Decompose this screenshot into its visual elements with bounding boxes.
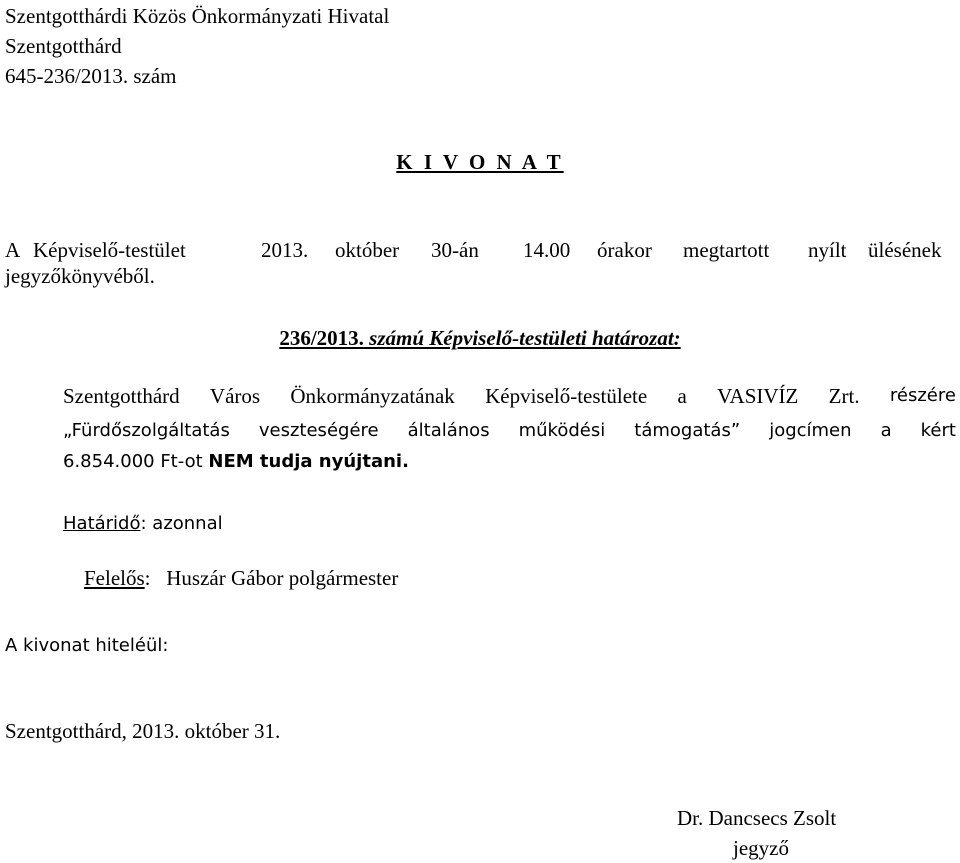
body-word: jogcímen [769,420,852,441]
office-name: Szentgotthárdi Közös Önkormányzati Hivatal [5,4,390,28]
intro-paragraph [5,238,960,290]
body-word: működési [518,420,606,441]
intro-word: 30-án [431,238,479,262]
decision-label: számú Képviselő-testületi határozat: [363,326,681,350]
body-word: Önkormányzatának [290,384,455,408]
body-word: Város [209,384,261,408]
body-word: Szentgotthárd [63,384,180,408]
responsible-value: : Huszár Gábor polgármester [144,566,399,590]
responsible-label: Felelős [84,566,145,590]
intro-word: Képviselő-testület [33,238,186,262]
decision-number: 236/2013. [279,326,364,350]
reference-number: 645-236/2013. szám [5,64,177,88]
body-word: „Fürdőszolgáltatás [63,420,230,441]
body-word: a [677,384,687,408]
place-and-date: Szentgotthárd, 2013. október 31. [5,719,281,743]
decision-outcome: NEM tudja nyújtani. [208,451,409,472]
responsible-line [63,542,398,614]
intro-word: megtartott [683,238,770,262]
body-word: kért [920,420,956,441]
body-line-2 [63,415,956,446]
body-word: Képviselő-testülete [485,384,648,408]
intro-word: október [335,238,400,262]
intro-word: 14.00 [523,238,571,262]
intro-word: órakor [597,238,652,262]
body-word: a [880,420,892,441]
body-word: támogatás” [634,420,741,441]
intro-word: A [5,238,21,262]
intro-word: 2013. [261,238,309,262]
body-word: részére [889,385,956,406]
deadline-line [63,512,223,536]
body-line-3 [63,446,956,477]
certification-line: A kivonat hiteléül: [5,635,169,656]
body-word: általános [407,420,490,441]
body-word: veszteségére [258,420,379,441]
body-line-1 [63,384,956,415]
signatory-role: jegyző [733,836,789,860]
office-city: Szentgotthárd [5,34,122,58]
signatory-name: Dr. Dancsecs Zsolt [677,806,837,830]
decision-heading [0,326,960,350]
amount-text: 6.854.000 Ft-ot [63,451,209,472]
document-title: K I V O N A T [396,150,564,174]
intro-line-2: jegyzőkönyvéből. [5,264,155,288]
body-word: VASIVÍZ [717,384,799,408]
intro-word: ülésének [868,238,942,262]
deadline-value: : azonnal [140,513,223,534]
intro-word: nyílt [808,238,847,262]
body-paragraph [63,384,956,477]
deadline-label: Határidő [63,513,141,534]
body-word: Zrt. [828,384,860,408]
